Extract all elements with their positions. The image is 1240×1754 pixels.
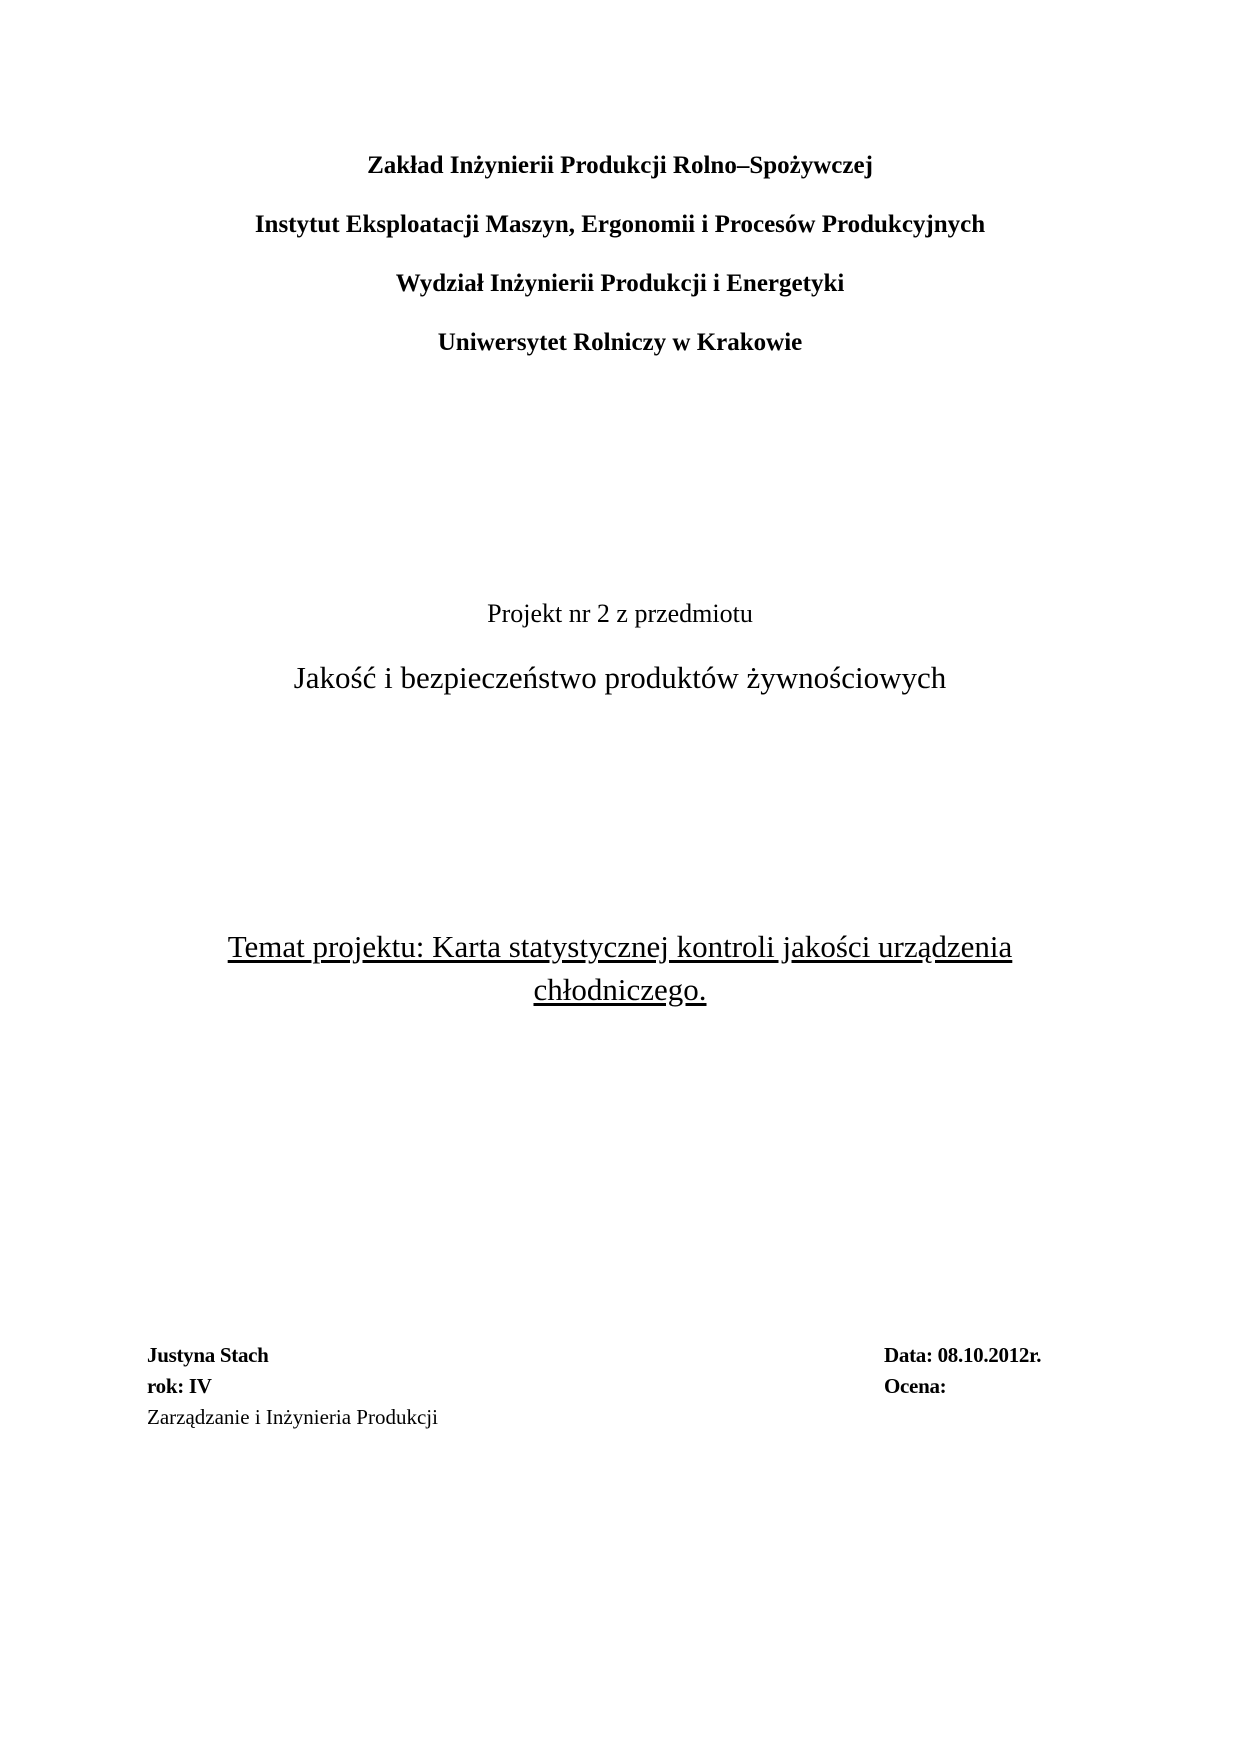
department-heading: Zakład Inżynierii Produkcji Rolno–Spożywczej <box>367 152 873 179</box>
grade-label: Ocena: <box>884 1374 947 1398</box>
institute-heading: Instytut Eksploatacji Maszyn, Ergonomii i Procesów Produkcyjnych <box>254 211 986 238</box>
author-name: Justyna Stach <box>147 1343 269 1367</box>
faculty-heading: Wydział Inżynierii Produkcji i Energetyki <box>395 270 845 297</box>
study-field: Zarządzanie i Inżynieria Produkcji <box>147 1405 438 1429</box>
university-heading: Uniwersytet Rolniczy w Krakowie <box>437 329 803 356</box>
submission-date: Data: 08.10.2012r. <box>884 1343 1042 1367</box>
project-intro: Projekt nr 2 z przedmiotu <box>487 599 753 628</box>
project-topic: Temat projektu: Karta statystycznej kontroli jakości urządzenia chłodniczego. <box>227 929 1013 1007</box>
course-subject: Jakość i bezpieczeństwo produktów żywnościowych <box>293 660 947 695</box>
info-block <box>884 1340 1041 1402</box>
author-block <box>147 1340 438 1433</box>
study-year: rok: IV <box>147 1374 212 1398</box>
